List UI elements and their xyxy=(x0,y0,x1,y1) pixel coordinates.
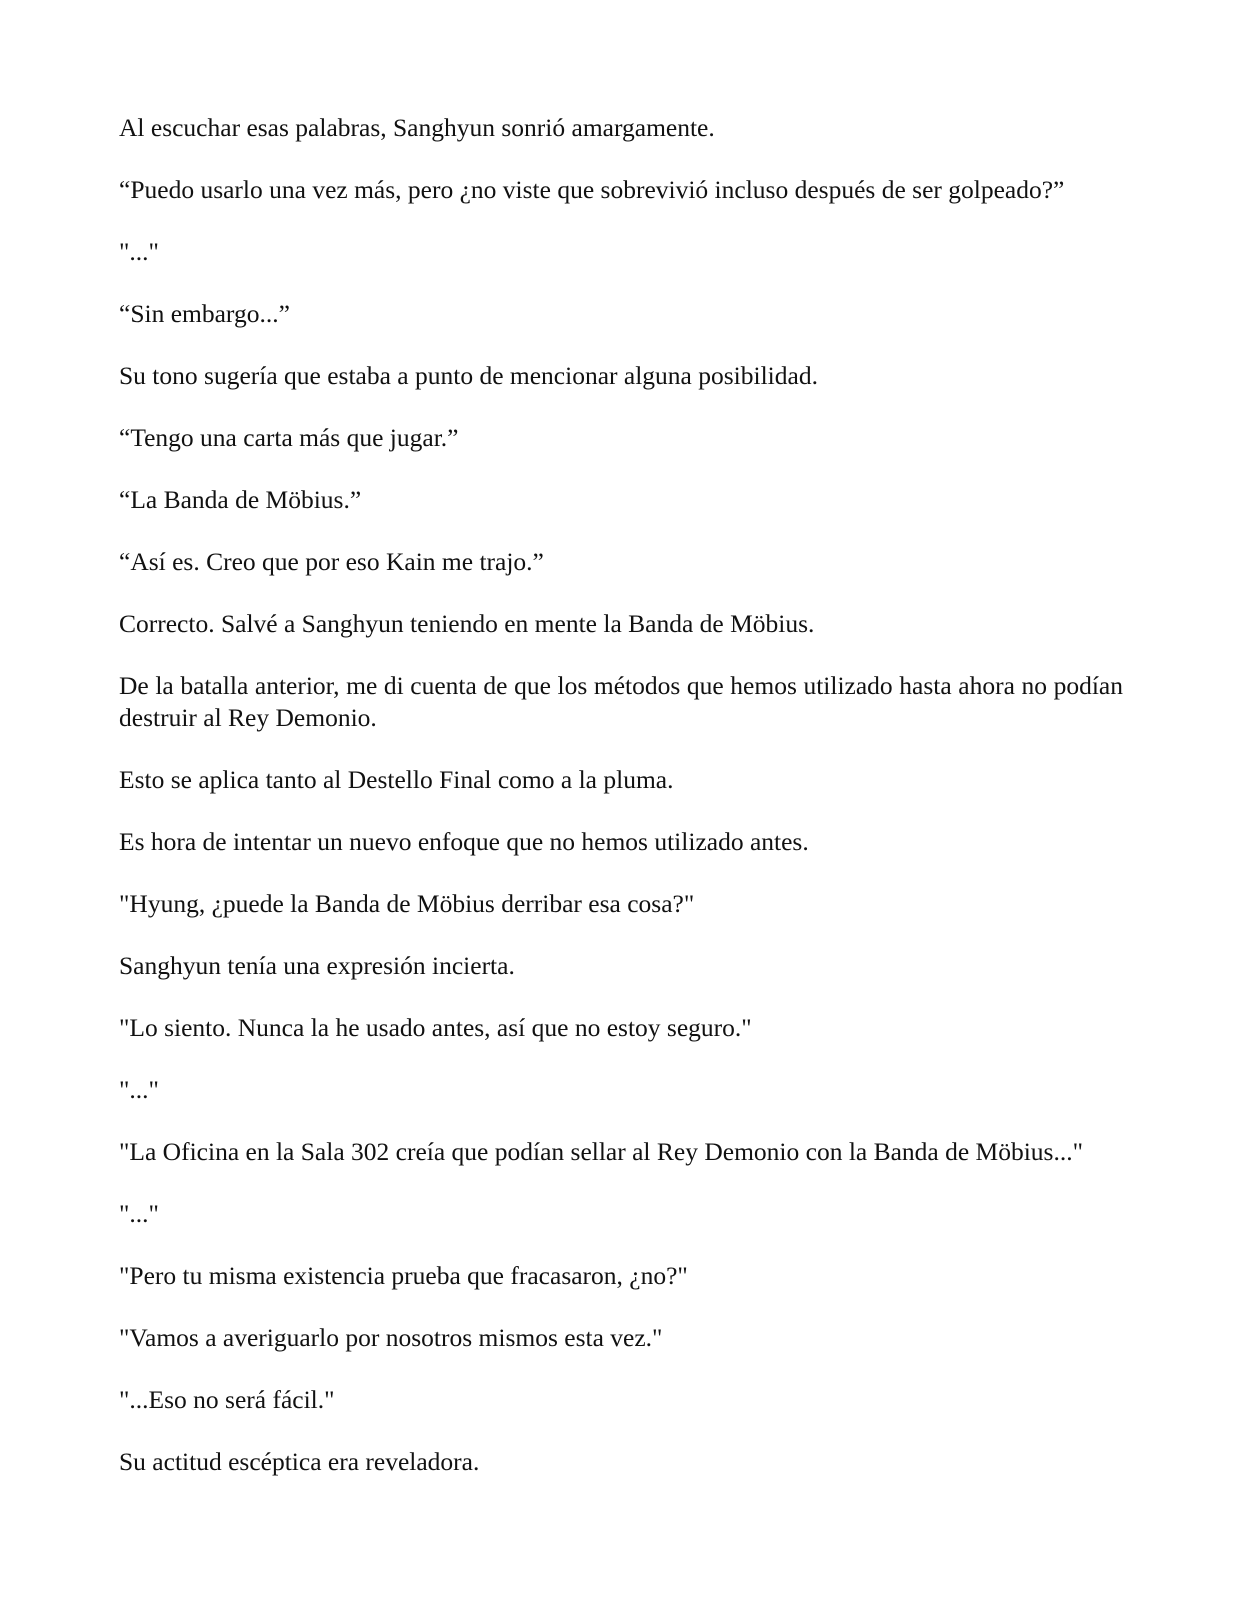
paragraph: "..." xyxy=(119,1075,159,1104)
paragraph: "Pero tu misma existencia prueba que fracasaron, ¿no?" xyxy=(119,1261,688,1290)
paragraph: Correcto. Salvé a Sanghyun teniendo en mente la Banda de Möbius. xyxy=(119,609,815,638)
paragraph: "...Eso no será fácil." xyxy=(119,1385,335,1414)
paragraph: De la batalla anterior, me di cuenta de que los métodos que hemos utilizado hasta ahora no podían destruir al Rey Demonio. xyxy=(119,671,1123,732)
paragraph: "..." xyxy=(119,237,159,266)
paragraph: "Vamos a averiguarlo por nosotros mismos esta vez." xyxy=(119,1323,663,1352)
paragraph: "Hyung, ¿puede la Banda de Möbius derribar esa cosa?" xyxy=(119,889,695,918)
document-body xyxy=(119,112,1123,1478)
paragraph: “Tengo una carta más que jugar.” xyxy=(119,423,459,452)
paragraph: Esto se aplica tanto al Destello Final como a la pluma. xyxy=(119,765,674,794)
paragraph: Es hora de intentar un nuevo enfoque que no hemos utilizado antes. xyxy=(119,827,809,856)
paragraph: "..." xyxy=(119,1199,159,1228)
paragraph: "La Oficina en la Sala 302 creía que podían sellar al Rey Demonio con la Banda de Möbius..." xyxy=(119,1137,1084,1166)
paragraph: Su actitud escéptica era reveladora. xyxy=(119,1447,480,1476)
paragraph: Al escuchar esas palabras, Sanghyun sonrió amargamente. xyxy=(119,113,715,142)
paragraph: “Así es. Creo que por eso Kain me trajo.” xyxy=(119,547,544,576)
paragraph: Su tono sugería que estaba a punto de mencionar alguna posibilidad. xyxy=(119,361,818,390)
paragraph: “La Banda de Möbius.” xyxy=(119,485,362,514)
paragraph: “Sin embargo...” xyxy=(119,299,290,328)
paragraph: “Puedo usarlo una vez más, pero ¿no viste que sobrevivió incluso después de ser golpeado?” xyxy=(119,175,1065,204)
paragraph: "Lo siento. Nunca la he usado antes, así que no estoy seguro." xyxy=(119,1013,752,1042)
paragraph: Sanghyun tenía una expresión incierta. xyxy=(119,951,515,980)
